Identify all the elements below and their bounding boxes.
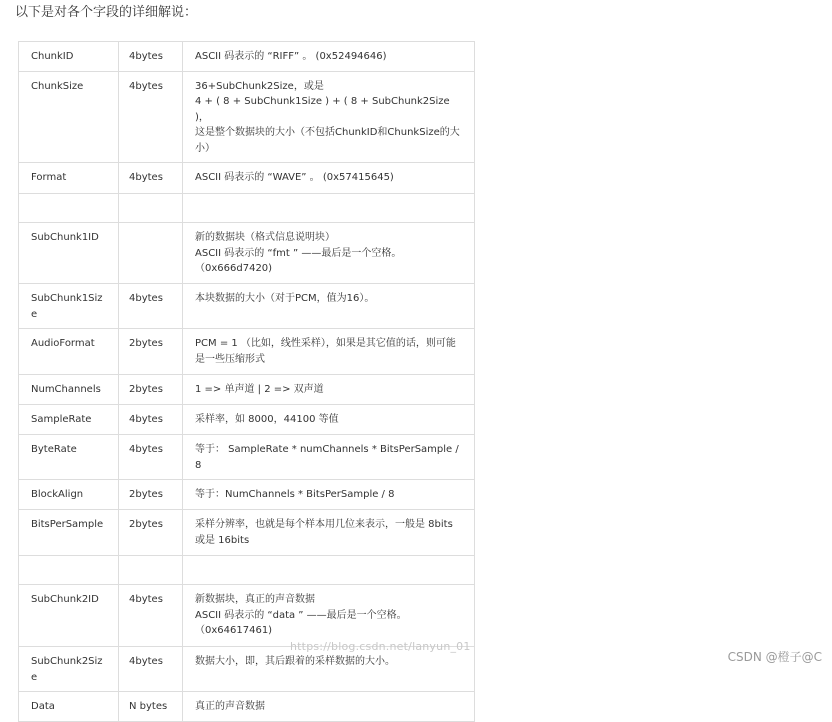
field-size-cell — [119, 194, 183, 223]
field-name — [19, 556, 118, 569]
field-name-cell — [19, 647, 119, 692]
field-size: N bytes — [129, 701, 168, 712]
field-description: 采样率，如 8000，44100 等值 — [195, 414, 339, 425]
table-row — [19, 329, 475, 375]
field-name-cell — [19, 194, 119, 223]
field-name-cell — [19, 163, 119, 194]
field-size-cell — [119, 42, 183, 72]
table-row — [19, 556, 475, 585]
field-description: 新的数据块（格式信息说明块） ASCII 码表示的 “fmt ” ——最后是一个空格。 （0x666d7420) — [195, 232, 402, 274]
field-size-cell — [119, 480, 183, 510]
field-size: 2bytes — [129, 489, 163, 500]
field-name-cell — [19, 556, 119, 585]
field-size: 4bytes — [129, 444, 163, 455]
table-row — [19, 647, 475, 692]
field-desc-cell — [183, 329, 475, 375]
field-desc-cell — [183, 42, 475, 72]
field-description: 本块数据的大小（对于PCM，值为16）。 — [195, 293, 375, 304]
table-row — [19, 375, 475, 405]
field-desc-cell — [183, 556, 475, 585]
field-size — [119, 194, 182, 207]
field-description: 新数据块，真正的声音数据 ASCII 码表示的 “data ” ——最后是一个空格。 （0x64617461) — [195, 594, 407, 636]
field-name-cell — [19, 510, 119, 556]
field-name: SampleRate — [31, 414, 92, 425]
field-name: AudioFormat — [31, 338, 95, 349]
table-row — [19, 480, 475, 510]
field-description: 真正的声音数据 — [195, 701, 265, 712]
field-name: SubChunk1ID — [31, 232, 99, 243]
field-size-cell — [119, 223, 183, 284]
field-size: 4bytes — [129, 80, 163, 92]
field-name-cell — [19, 480, 119, 510]
field-name-cell — [19, 329, 119, 375]
table-row — [19, 223, 475, 284]
field-size: 4bytes — [129, 656, 163, 667]
field-size-cell — [119, 692, 183, 722]
field-name: Data — [31, 701, 55, 712]
field-description — [183, 194, 474, 207]
field-description: 1 => 单声道 | 2 => 双声道 — [195, 384, 324, 395]
field-desc-cell — [183, 223, 475, 284]
field-size — [119, 556, 182, 569]
field-size: 4bytes — [129, 594, 163, 605]
table-row — [19, 405, 475, 435]
field-size-cell — [119, 647, 183, 692]
field-name-cell — [19, 692, 119, 722]
field-size: 4bytes — [129, 293, 163, 304]
field-size: 2bytes — [129, 338, 163, 349]
field-size-cell — [119, 585, 183, 647]
field-name-cell — [19, 405, 119, 435]
field-description: 36+SubChunk2Size，或是 4 + ( 8 + SubChunk1Size ) + ( 8 + SubChunk2Size )， 这是整个数据块的大小（不包括ChunkID和ChunkSize的大小） — [195, 80, 460, 154]
csdn-author-watermark: CSDN @橙子@C — [727, 650, 822, 664]
field-desc-cell — [183, 163, 475, 194]
table-row — [19, 510, 475, 556]
field-size-cell — [119, 163, 183, 194]
field-size-cell — [119, 510, 183, 556]
field-description: ASCII 码表示的 “RIFF” 。 (0x52494646) — [195, 51, 387, 62]
table-row — [19, 194, 475, 223]
field-name-cell — [19, 435, 119, 480]
table-row — [19, 284, 475, 329]
field-name — [19, 194, 118, 207]
field-size-cell — [119, 375, 183, 405]
field-size: 4bytes — [129, 172, 163, 183]
field-size-cell — [119, 284, 183, 329]
field-description: 采样分辨率，也就是每个样本用几位来表示，一般是 8bits 或是 16bits — [195, 519, 453, 546]
table-row — [19, 42, 475, 72]
field-desc-cell — [183, 284, 475, 329]
field-name: Format — [31, 172, 67, 183]
field-name-cell — [19, 284, 119, 329]
field-size: 4bytes — [129, 51, 163, 62]
field-desc-cell — [183, 692, 475, 722]
table-row — [19, 71, 475, 163]
field-name-cell — [19, 71, 119, 163]
field-description — [183, 556, 474, 569]
field-desc-cell — [183, 194, 475, 223]
field-name: BitsPerSample — [31, 519, 104, 530]
table-row — [19, 585, 475, 647]
blog-url-watermark: https://blog.csdn.net/lanyun_01 — [290, 640, 471, 653]
table-body — [19, 42, 475, 722]
field-name-cell — [19, 585, 119, 647]
intro-text: 以下是对各个字段的详细解说： — [15, 5, 198, 20]
field-desc-cell — [183, 585, 475, 647]
field-name-cell — [19, 42, 119, 72]
field-desc-cell — [183, 647, 475, 692]
field-description: PCM = 1 （比如，线性采样），如果是其它值的话，则可能是一些压缩形式 — [195, 338, 456, 365]
field-size: 2bytes — [129, 384, 163, 395]
field-description: ASCII 码表示的 “WAVE” 。 (0x57415645) — [195, 172, 394, 183]
field-size-cell — [119, 435, 183, 480]
field-size: 4bytes — [129, 414, 163, 425]
field-name: ChunkID — [31, 51, 74, 62]
field-desc-cell — [183, 405, 475, 435]
field-name: BlockAlign — [31, 489, 84, 500]
field-name: ChunkSize — [31, 80, 84, 92]
field-name: SubChunk2Size — [31, 656, 103, 683]
field-description: 等于： SampleRate * numChannels * BitsPerSample / 8 — [195, 444, 459, 471]
field-size: 2bytes — [129, 519, 163, 530]
field-name: NumChannels — [31, 384, 101, 395]
field-desc-cell — [183, 71, 475, 163]
field-desc-cell — [183, 375, 475, 405]
field-description: 等于：NumChannels * BitsPerSample / 8 — [195, 489, 395, 500]
table-row — [19, 435, 475, 480]
field-desc-cell — [183, 510, 475, 556]
field-desc-cell — [183, 480, 475, 510]
field-size-cell — [119, 556, 183, 585]
field-name-cell — [19, 223, 119, 284]
table-row — [19, 163, 475, 194]
field-name: ByteRate — [31, 444, 77, 455]
field-desc-cell — [183, 435, 475, 480]
field-size-cell — [119, 405, 183, 435]
field-size-cell — [119, 329, 183, 375]
field-size-cell — [119, 71, 183, 163]
field-name: SubChunk2ID — [31, 594, 99, 605]
field-name-cell — [19, 375, 119, 405]
field-description: 数据大小，即，其后跟着的采样数据的大小。 — [195, 656, 395, 667]
field-size — [119, 223, 182, 236]
wav-header-fields-table — [18, 41, 475, 722]
field-name: SubChunk1Size — [31, 293, 103, 320]
table-row — [19, 692, 475, 722]
